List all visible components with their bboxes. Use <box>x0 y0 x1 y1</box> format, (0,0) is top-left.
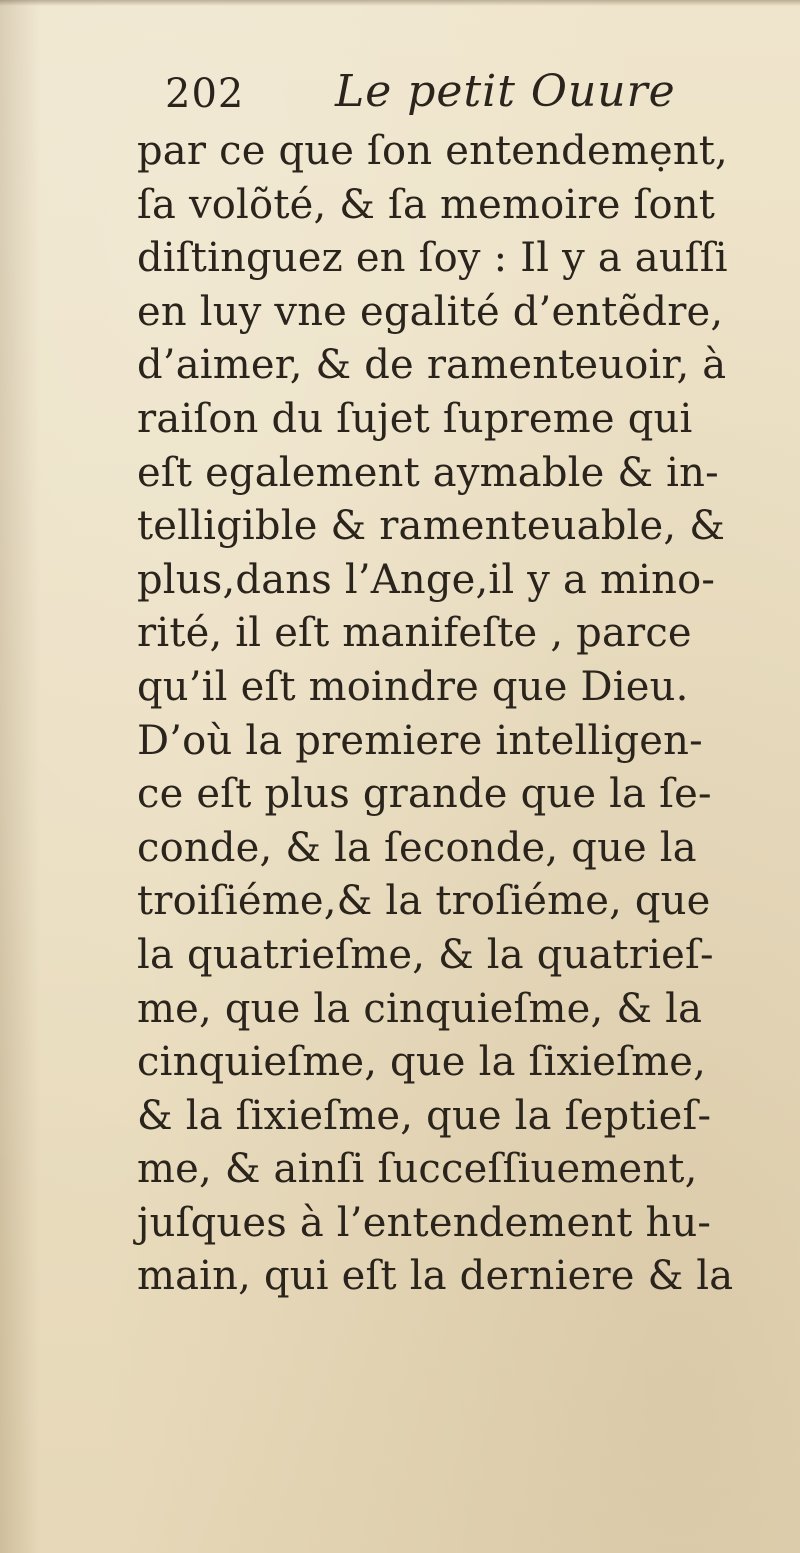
text-line: & la ſixieſme, que la ſeptieſ- <box>137 1092 712 1139</box>
text-line: main, qui eſt la derniere & la <box>137 1253 734 1300</box>
text-line: juſques à l’entendement hu- <box>137 1199 712 1246</box>
text-line: d’aimer, & de ramenteuoir, à <box>137 342 727 389</box>
text-line: ſa volõté, & ſa memoire ſont <box>137 181 716 228</box>
text-line: ce eſt plus grande que la ſe- <box>137 771 712 818</box>
text-line: la quatrieſme, & la quatrieſ- <box>137 931 714 978</box>
text-line: me, que la cinquieſme, & la <box>137 985 703 1032</box>
running-title: Le petit Ouure <box>335 66 676 117</box>
text-line: me, & ainſi ſucceſſiuement, <box>137 1146 698 1193</box>
text-line: en luy vne egalité d’entẽdre, <box>137 288 724 335</box>
body-text <box>137 125 777 1304</box>
text-line: raiſon du ſujet ſupreme qui <box>137 395 693 442</box>
text-line: plus,dans l’Ange,il y a mino- <box>137 556 716 603</box>
page-header <box>165 66 725 130</box>
text-line: qu’il eſt moindre que Dieu. <box>137 663 689 710</box>
text-line: D’où la premiere intelligen- <box>137 717 703 764</box>
text-line: rité, il eſt manifeſte , parce <box>137 610 692 657</box>
page-number: 202 <box>165 71 245 117</box>
text-line: eſt egalement aymable & in- <box>137 449 719 496</box>
text-line: diſtinguez en ſoy : Il y a auſſi <box>137 235 728 282</box>
text-line: conde, & la ſeconde, que la <box>137 824 697 871</box>
text-line: troiſiéme,& la troſiéme, que <box>137 878 711 925</box>
text-line: telligible & ramenteuable, & <box>137 503 726 550</box>
text-line: par ce que ſon entendemẹnt, <box>137 128 728 174</box>
text-line: cinquieſme, que la ſixieſme, <box>137 1039 707 1086</box>
page-top-edge <box>0 0 800 6</box>
